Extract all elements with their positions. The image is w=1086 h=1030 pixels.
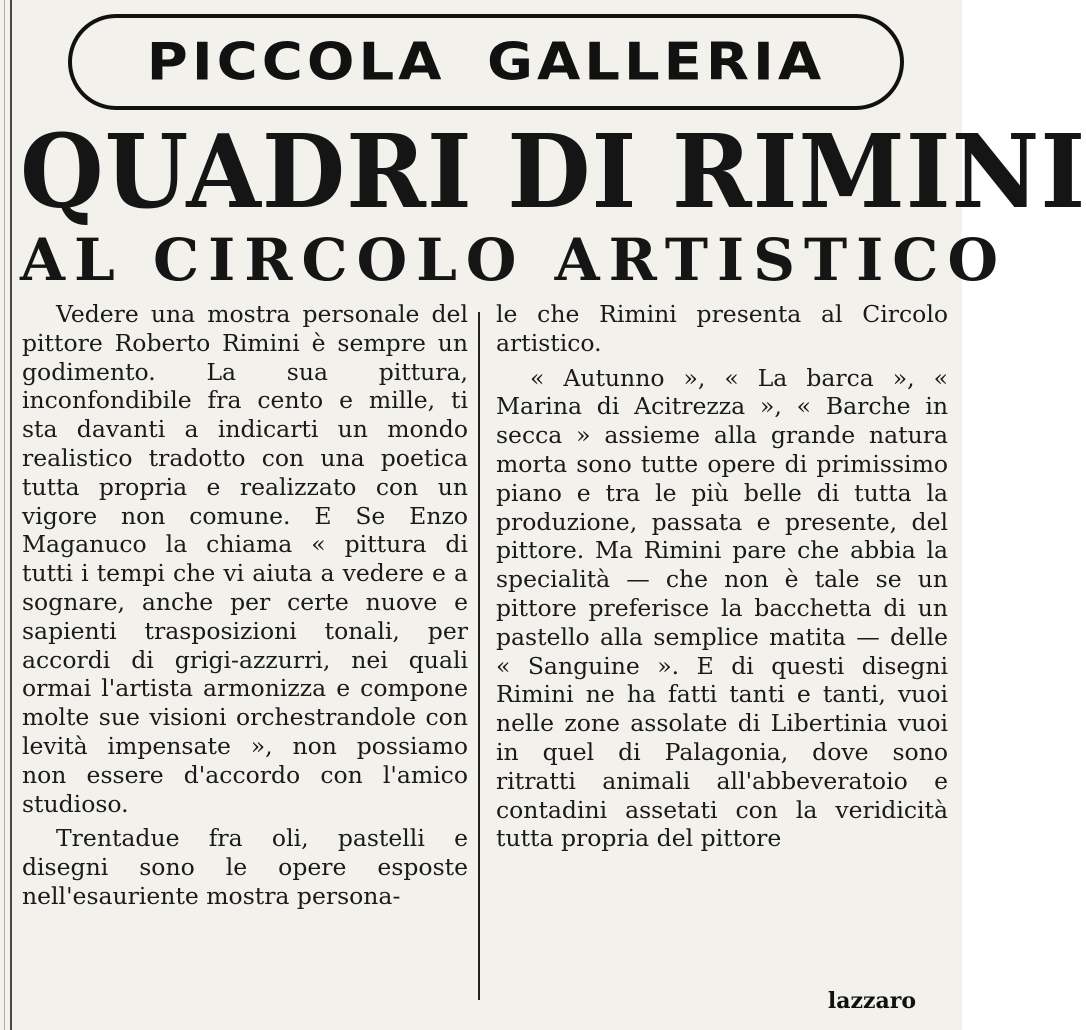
article-subheadline: AL CIRCOLO ARTISTICO [20,226,1007,294]
section-title: PICCOLA GALLERIA [146,32,826,92]
left-paragraph-2: Trentadue fra oli, pastelli e disegni sono le opere esposte nell'esauriente mostra persona- [22,824,468,910]
left-paragraph-1: Vedere una mostra personale del pittore Roberto Rimini è sempre un godimento. La sua pittura, inconfondibile fra cento e mille, ti sta davanti a indicarti un mondo realistico tradotto con una poetica tutta propria e realizzato con un vigore non comune. E Se Enzo Maganuco la chiama « pittura di tutti i tempi che vi aiuta a vedere e a sognare, anche per certe nuove e sapienti trasposizioni tonali, per accordi di grigi-azzurri, nei quali ormai l'artista armonizza e compone molte sue visioni orchestrandole con levità impensate », non possiamo non essere d'accordo con l'amico studioso. [22,300,468,818]
page-edge-line [4,0,5,1030]
article-column-right [496,300,948,853]
right-paragraph-2: « Autunno », « La barca », « Marina di Acitrezza », « Barche in secca » assieme alla grande natura morta sono tutte opere di primissimo piano e tra le più belle di tutta la produzione, passata e presente, del pittore. Ma Rimini pare che abbia la specialità — che non è tale se un pittore preferisce la bacchetta di un pastello alla semplice matita — delle « Sanguine ». E di questi disegni Rimini ne ha fatti tanti e tanti, vuoi nelle zone assolate di Libertinia vuoi in quel di Palagonia, dove sono ritratti animali all'abbeveratoio e contadini assetati con la veridicità tutta propria del pittore [496,363,948,853]
article-column-left [22,300,468,911]
section-banner [68,14,904,110]
margin-rule [10,0,12,1030]
right-paragraph-1: le che Rimini presenta al Circolo artistico. [496,300,948,357]
author-signature: lazzaro [827,988,916,1014]
column-divider [478,312,480,1000]
article-headline: QUADRI DI RIMINI [20,112,1086,232]
